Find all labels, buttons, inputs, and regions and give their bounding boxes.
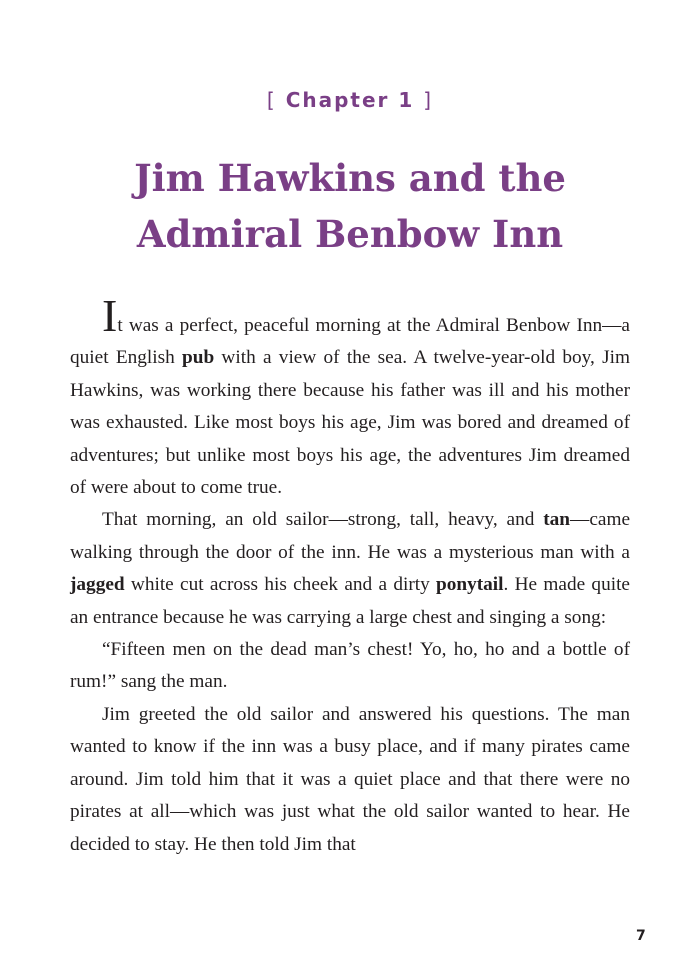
chapter-title	[0, 150, 700, 262]
paragraph-4	[70, 699, 630, 861]
glossary-word-tan: tan	[543, 509, 571, 531]
paragraph-2	[70, 504, 630, 634]
chapter-bracket-open: [	[266, 88, 277, 112]
paragraph-2-text-a: That morning, an old sailor—strong, tall, heavy, and	[102, 509, 544, 531]
chapter-title-line-1: Jim Hawkins and the	[134, 156, 566, 200]
chapter-bracket-close: ]	[423, 88, 434, 112]
chapter-number: Chapter 1	[285, 88, 415, 112]
drop-cap: I	[102, 290, 118, 341]
chapter-title-line-2: Admiral Benbow Inn	[136, 212, 564, 256]
chapter-label	[0, 88, 700, 112]
paragraph-4-text: Jim greeted the old sailor and answered his questions. The man wanted to know if the inn was a busy place, and if many pirates came around. Jim told him that it was a quiet place and that there were no pirates at all—which was just what the old sailor wanted to hear. He decided to stay. He then told Jim that	[70, 703, 630, 855]
paragraph-2-text-c: white cut across his cheek and a dirty	[124, 574, 437, 596]
page-number: 7	[636, 928, 646, 944]
paragraph-1-text-a: t was a perfect, peaceful morning at the Admiral Benbow Inn—a quiet English	[70, 315, 630, 369]
glossary-word-ponytail: ponytail	[436, 574, 504, 596]
body-text	[70, 290, 630, 861]
paragraph-1	[70, 290, 630, 504]
paragraph-1-text-b: with a view of the sea. A twelve-year-old boy, Jim Hawkins, was working there because his father was ill and his mother was exhausted. Like most boys his age, Jim was bored and dreamed of adventures; but unlike most boys his age, the adventures Jim dreamed of were about to come true.	[70, 347, 630, 499]
paragraph-2-text-d: . He made quite an entrance because he was carrying a large chest and singing a song:	[70, 574, 630, 628]
glossary-word-jagged: jagged	[70, 574, 125, 596]
paragraph-3-text: “Fifteen men on the dead man’s chest! Yo, ho, ho and a bottle of rum!” sang the man.	[70, 639, 630, 693]
paragraph-2-text-b: —came walking through the door of the inn. He was a mysterious man with a	[70, 509, 630, 563]
glossary-word-pub: pub	[182, 347, 215, 369]
paragraph-3	[70, 634, 630, 699]
